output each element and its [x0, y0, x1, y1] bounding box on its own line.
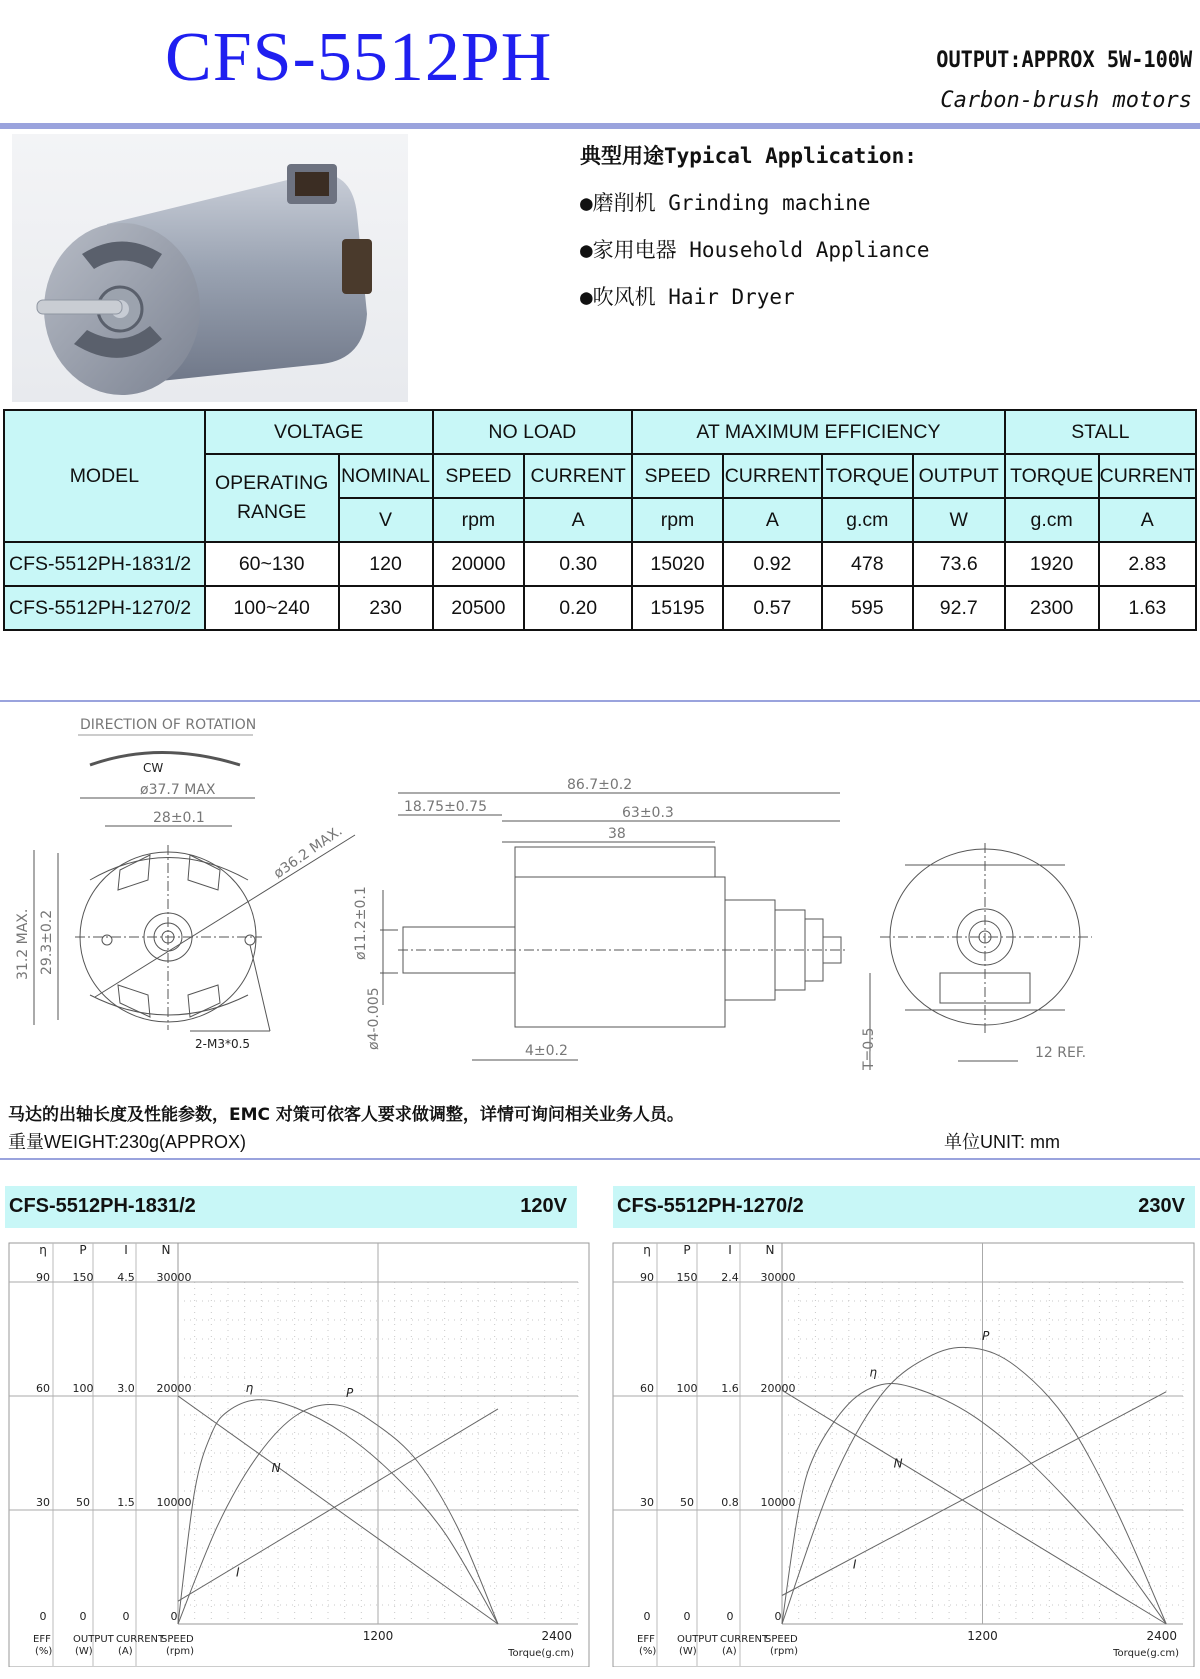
chart-frame	[613, 1243, 1194, 1667]
scale-label: 30	[640, 1496, 654, 1509]
application-title: 典型用途Typical Application:	[580, 144, 917, 168]
bottom-axis-label: SPEED	[765, 1634, 798, 1645]
curve-label: I	[852, 1557, 857, 1572]
application-item: ●家用电器 Household Appliance	[580, 238, 930, 262]
scale-label: 10000	[156, 1496, 192, 1509]
header-speed: SPEED	[632, 454, 723, 498]
output-range: OUTPUT:APPROX 5W-100W	[936, 48, 1192, 73]
header-voltage: VOLTAGE	[205, 410, 433, 454]
header-speed: SPEED	[433, 454, 525, 498]
section-rule	[0, 700, 1200, 702]
table-cell: 0.30	[524, 542, 632, 586]
scale-label: 100	[676, 1382, 698, 1395]
dim-label: 28±0.1	[153, 810, 205, 826]
section-rule	[0, 1158, 1200, 1160]
unit-v: V	[339, 498, 433, 542]
table-cell: 2300	[1005, 586, 1099, 630]
dim-label: 31.2 MAX.	[15, 908, 31, 980]
motor-type: Carbon-brush motors	[940, 88, 1192, 113]
axis-head: η	[643, 1243, 651, 1257]
unit-rpm: rpm	[433, 498, 525, 542]
dim-label: 86.7±0.2	[567, 777, 633, 793]
bottom-axis-label: EFF	[33, 1634, 51, 1645]
axis-head: P	[683, 1243, 691, 1257]
spec-table	[3, 409, 1197, 631]
performance-chart-1	[8, 1242, 590, 1667]
unit-a: A	[723, 498, 822, 542]
chart-frame	[9, 1243, 589, 1667]
header-stall: STALL	[1005, 410, 1196, 454]
scale-label: 90	[36, 1271, 50, 1284]
header-current: CURRENT	[524, 454, 632, 498]
dim-label: 29.3±0.2	[39, 909, 55, 975]
chart-model: CFS-5512PH-1270/2	[617, 1195, 804, 1217]
range-label: RANGE	[236, 501, 307, 523]
table-cell: 1.63	[1099, 586, 1196, 630]
curve-label: I	[236, 1565, 240, 1580]
curve-η	[782, 1383, 1166, 1624]
curve-label: η	[245, 1380, 254, 1395]
scale-label: 50	[76, 1496, 90, 1509]
x-axis-unit: Torque(g.cm)	[508, 1648, 574, 1659]
table-cell: 15020	[632, 542, 723, 586]
dim-label: 4±0.2	[525, 1043, 568, 1059]
dim-label: ø36.2 MAX.	[270, 822, 346, 882]
header-model: MODEL	[4, 410, 205, 542]
bottom-axis-unit: (rpm)	[166, 1646, 195, 1657]
model-cell: CFS-5512PH-1270/2	[4, 586, 205, 630]
scale-label: 0	[774, 1610, 782, 1623]
bottom-axis-label: OUTPUT	[677, 1634, 718, 1645]
x-tick-label: 1200	[967, 1629, 998, 1643]
unit-gcm: g.cm	[1005, 498, 1099, 542]
axis-head: I	[124, 1243, 128, 1257]
dim-label: 18.75±0.75	[404, 799, 487, 815]
scale-label: 3.0	[117, 1382, 135, 1395]
header-nominal: NOMINAL	[339, 454, 433, 498]
scale-label: 0	[39, 1610, 47, 1623]
unit-a: A	[1099, 498, 1196, 542]
page-title: CFS-5512PH	[165, 19, 553, 96]
scale-label: 150	[676, 1271, 698, 1284]
bottom-axis-unit: (rpm)	[770, 1646, 799, 1657]
operating-label: OPERATING	[214, 472, 329, 494]
header-current: CURRENT	[723, 454, 822, 498]
bottom-axis-unit: (%)	[639, 1646, 657, 1657]
curve-label: P	[982, 1329, 990, 1344]
custom-note: 马达的出轴长度及性能参数，EMC 对策可依客人要求做调整，详情可询问相关业务人员。	[8, 1105, 684, 1125]
dim-label: ø37.7 MAX	[140, 782, 216, 798]
chart-model: CFS-5512PH-1831/2	[9, 1195, 196, 1217]
table-cell: 20000	[433, 542, 525, 586]
x-tick-label: 1200	[362, 1629, 394, 1643]
technical-drawing	[0, 705, 1200, 1075]
bottom-axis-label: OUTPUT	[73, 1634, 114, 1645]
header-current: CURRENT	[1099, 454, 1196, 498]
bottom-axis-unit: (W)	[679, 1646, 697, 1657]
dim-label: ø4-0.005	[366, 987, 382, 1050]
scale-label: 0.8	[721, 1496, 739, 1509]
axis-head: P	[79, 1243, 87, 1257]
bottom-axis-label: CURRENT	[720, 1634, 769, 1645]
table-cell: 0.20	[524, 586, 632, 630]
header-operating-range	[205, 454, 339, 542]
curve-I	[178, 1409, 498, 1601]
table-row	[4, 586, 1196, 630]
dim-label: ø11.2±0.1	[353, 886, 369, 960]
table-cell: 230	[339, 586, 433, 630]
bottom-axis-label: CURRENT	[116, 1634, 165, 1645]
scale-label: 0	[726, 1610, 734, 1623]
curve-P	[782, 1347, 1166, 1624]
scale-label: 2.4	[721, 1271, 739, 1284]
scale-label: 20000	[156, 1382, 192, 1395]
weight-label: 重量WEIGHT:230g(APPROX)	[8, 1132, 247, 1152]
scale-label: 0	[170, 1610, 178, 1623]
motor-photo	[12, 134, 408, 402]
chart-header-1	[5, 1186, 577, 1228]
scale-label: 1.5	[117, 1496, 135, 1509]
bottom-axis-unit: (A)	[722, 1646, 737, 1657]
unit-w: W	[913, 498, 1005, 542]
header-torque: TORQUE	[822, 454, 913, 498]
rotation-label: DIRECTION OF ROTATION	[80, 717, 257, 733]
scale-label: 100	[72, 1382, 94, 1395]
scale-label: 0	[79, 1610, 87, 1623]
scale-label: 50	[680, 1496, 694, 1509]
bottom-axis-label: EFF	[637, 1634, 655, 1645]
table-cell: 1920	[1005, 542, 1099, 586]
axis-head: N	[765, 1243, 775, 1257]
table-cell: 2.83	[1099, 542, 1196, 586]
scale-label: 0	[643, 1610, 651, 1623]
scale-label: 150	[72, 1271, 94, 1284]
scale-label: 10000	[760, 1496, 796, 1509]
table-cell: 15195	[632, 586, 723, 630]
curve-label: η	[869, 1365, 878, 1380]
table-cell: 60~130	[205, 542, 339, 586]
scale-label: 1.6	[721, 1382, 739, 1395]
table-cell: 0.57	[723, 586, 822, 630]
cw-label: CW	[143, 761, 164, 775]
curve-label: P	[346, 1386, 354, 1401]
scale-label: 0	[683, 1610, 691, 1623]
axis-head: η	[39, 1243, 47, 1257]
scale-label: 30000	[760, 1271, 796, 1284]
scale-label: 4.5	[117, 1271, 135, 1284]
table-cell: 595	[822, 586, 913, 630]
chart-voltage: 230V	[1138, 1195, 1185, 1217]
table-cell: 20500	[433, 586, 525, 630]
axis-head: N	[161, 1243, 171, 1257]
header-rule	[0, 123, 1200, 129]
dim-label: 12 REF.	[1035, 1045, 1087, 1061]
scale-label: 20000	[760, 1382, 796, 1395]
table-cell: 120	[339, 542, 433, 586]
unit-label: 单位UNIT: mm	[944, 1132, 1060, 1152]
dim-label: T=0.5	[861, 1027, 877, 1070]
dim-label: 63±0.3	[622, 805, 674, 821]
table-cell: 100~240	[205, 586, 339, 630]
application-item: ●磨削机 Grinding machine	[580, 191, 871, 215]
unit-gcm: g.cm	[822, 498, 913, 542]
curve-label: N	[271, 1460, 281, 1475]
unit-a: A	[524, 498, 632, 542]
scale-label: 30	[36, 1496, 50, 1509]
table-cell: 0.92	[723, 542, 822, 586]
unit-rpm: rpm	[632, 498, 723, 542]
dim-label: 2-M3*0.5	[195, 1037, 251, 1051]
bottom-axis-label: SPEED	[161, 1634, 194, 1645]
axis-head: I	[728, 1243, 732, 1257]
header-output: OUTPUT	[913, 454, 1005, 498]
curve-label: N	[893, 1456, 903, 1471]
scale-label: 90	[640, 1271, 654, 1284]
model-cell: CFS-5512PH-1831/2	[4, 542, 205, 586]
bottom-axis-unit: (W)	[75, 1646, 93, 1657]
header-no-load: NO LOAD	[433, 410, 633, 454]
header-torque: TORQUE	[1005, 454, 1099, 498]
chart-header-2	[613, 1186, 1195, 1228]
scale-label: 30000	[156, 1271, 192, 1284]
chart-voltage: 120V	[520, 1195, 567, 1217]
performance-chart-2	[612, 1242, 1195, 1667]
application-item: ●吹风机 Hair Dryer	[580, 285, 795, 309]
curve-N	[782, 1390, 1166, 1624]
scale-label: 60	[36, 1382, 50, 1395]
scale-label: 60	[640, 1382, 654, 1395]
x-axis-unit: Torque(g.cm)	[1113, 1648, 1179, 1659]
x-tick-label: 2400	[1146, 1629, 1177, 1643]
table-cell: 92.7	[913, 586, 1005, 630]
x-tick-label: 2400	[541, 1629, 572, 1643]
dim-label: 38	[608, 826, 626, 842]
scale-label: 0	[122, 1610, 130, 1623]
table-row	[4, 542, 1196, 586]
bottom-axis-unit: (A)	[118, 1646, 133, 1657]
header-max-efficiency: AT MAXIMUM EFFICIENCY	[632, 410, 1005, 454]
table-cell: 478	[822, 542, 913, 586]
table-cell: 73.6	[913, 542, 1005, 586]
motor-illustration	[12, 134, 408, 402]
bottom-axis-unit: (%)	[35, 1646, 53, 1657]
curve-I	[782, 1392, 1166, 1596]
